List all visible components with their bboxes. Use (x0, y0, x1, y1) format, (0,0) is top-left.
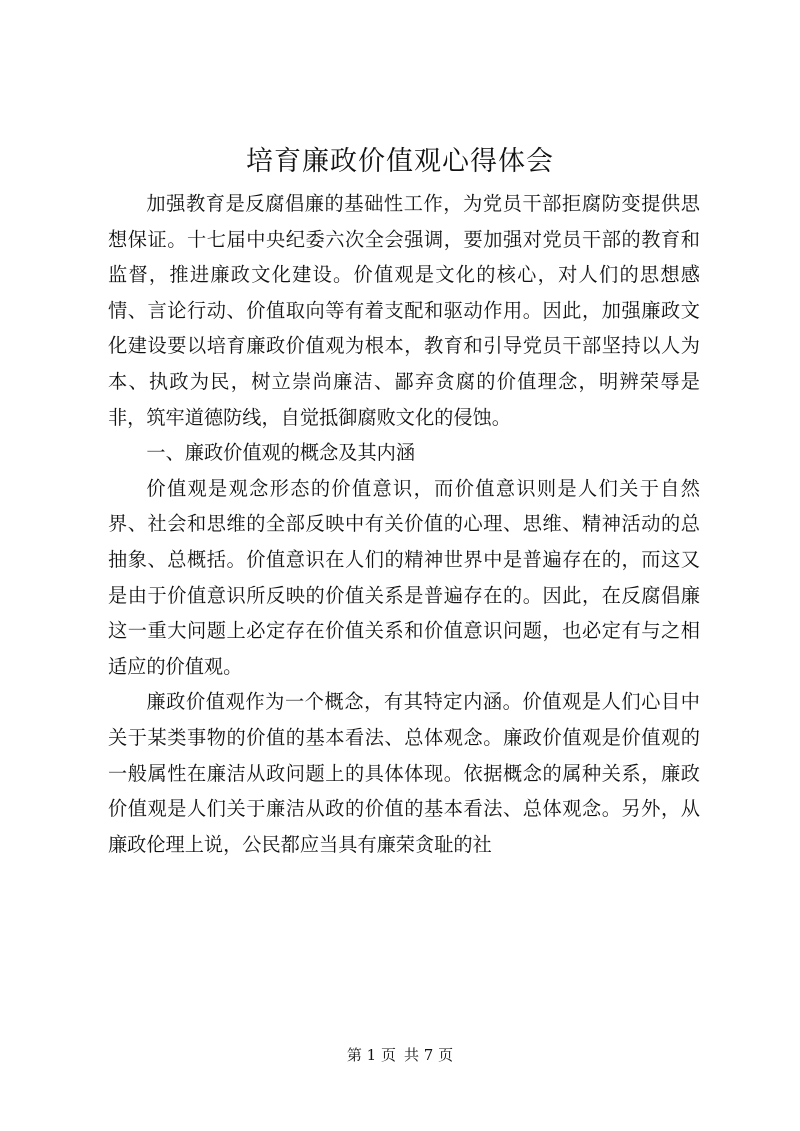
paragraph-value-concept: 价值观是观念形态的价值意识，而价值意识则是人们关于自然界、社会和思维的全部反映中有关价值的心理、思维、精神活动的总抽象、总概括。价值意识在人们的精神世界中是普遍存在的，而这又是由于价值意识所反映的价值关系是普遍存在的。因此，在反腐倡廉这一重大问题上必定存在价值关系和价值意识问题，也必定有与之相适应的价值观。 (108, 476, 700, 678)
page-footer (0, 1045, 800, 1065)
page-number: 第 1 页 (346, 1046, 396, 1064)
page-total: 共 7 页 (404, 1046, 454, 1064)
paragraph-integrity-concept: 廉政价值观作为一个概念，有其特定内涵。价值观是人们心目中关于某类事物的价值的基本看法、总体观念。廉政价值观是价值观的一般属性在廉洁从政问题上的具体体现。依据概念的属种关系，廉政价值观是人们关于廉洁从政的价值的基本看法、总体观念。另外，从廉政伦理上说，公民都应当具有廉荣贪耻的社 (108, 690, 700, 856)
document-title: 培育廉政价值观心得体会 (246, 146, 554, 177)
document-body (108, 186, 700, 862)
section-heading: 一、廉政价值观的概念及其内涵 (146, 441, 416, 465)
paragraph-intro: 加强教育是反腐倡廉的基础性工作，为党员干部拒腐防变提供思想保证。十七届中央纪委六次全会强调，要加强对党员干部的教育和监督，推进廉政文化建设。价值观是文化的核心，对人们的思想感情、言论行动、价值取向等有着支配和驱动作用。因此，加强廉政文化建设要以培育廉政价值观为根本，教育和引导党员干部坚持以人为本、执政为民，树立崇尚廉洁、鄙弃贪腐的价值理念，明辨荣辱是非，筑牢道德防线，自觉抵御腐败文化的侵蚀。 (108, 192, 700, 429)
